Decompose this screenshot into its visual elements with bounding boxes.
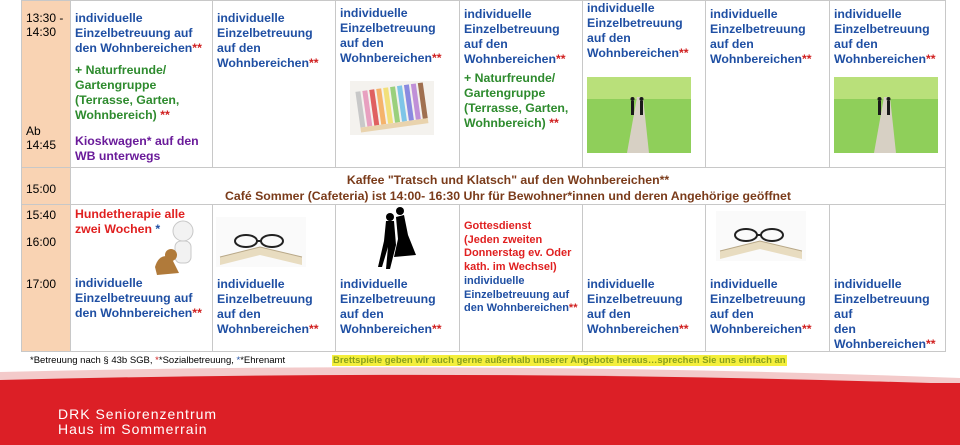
activity-text: individuelle Einzelbetreuung auf den Wohnbereichen** [217, 277, 319, 336]
time-1540: 15:40 [26, 208, 57, 222]
activity-text: individuelle Einzelbetreuung auf den Wohnbereichen** [710, 277, 812, 336]
brand-line1: DRK Seniorenzentrum [58, 406, 218, 422]
time-end: 14:30 [26, 25, 57, 39]
wednesday-evening-cell [336, 205, 460, 352]
board-games-note: Brettspiele geben wir auch gerne außerhalb unserer Angebote heraus…sprechen Sie uns einfach an [333, 355, 786, 366]
coffee-band-text: Kaffee "Tratsch und Klatsch" auf den Wohnbereichen** Café Sommer (Cafeteria) ist 14:00- 16:30 Uhr für Bewohner*innen und deren Angehörige geöffnet [225, 173, 791, 203]
naturfreunde-text: + Naturfreunde/ Gartengruppe (Terrasse, Garten, Wohnbereich) ** [75, 63, 180, 122]
time-1700: 17:00 [26, 277, 57, 291]
thursday-evening-cell [460, 205, 583, 352]
activity-text: individuelle Einzelbetreuung auf den Wohnbereichen** [834, 7, 936, 66]
gottesdienst-text: Gottesdienst (Jeden zweiten Donnerstag ev. Oder kath. im Wechsel) [464, 220, 572, 273]
activity-text: individuelle Einzelbetreuung auf den Wohnbereichen** [75, 276, 202, 320]
kioskwagen-text: Kioskwagen* auf den WB unterwegs [75, 134, 199, 163]
brand-line2: Haus im Sommerrain [58, 421, 208, 437]
weekly-schedule-table [21, 0, 946, 352]
saturday-evening-cell [706, 205, 830, 352]
reading-glasses-book-image [716, 211, 806, 261]
wednesday-afternoon-cell [336, 1, 460, 168]
footnote: *Betreuung nach § 43b SGB, **Sozialbetreuung, **Ehrenamt [30, 355, 286, 366]
walking-path-image [587, 77, 691, 153]
time-cell-block3 [22, 205, 71, 352]
monday-evening-cell [71, 205, 213, 352]
colored-pencils-image [350, 81, 434, 135]
dog-therapy-image [149, 217, 205, 279]
reading-glasses-book-image [216, 217, 306, 267]
activity-text: individuelle Einzelbetreuung auf den Wohnbereichen** [75, 11, 202, 55]
saturday-afternoon-cell [706, 1, 830, 168]
sunday-evening-cell [830, 205, 946, 352]
activity-text: individuelle Einzelbetreuung auf den Wohnbereichen** [464, 275, 578, 314]
activity-text: individuelle Einzelbetreuung auf den Wohnbereichen** [464, 7, 566, 66]
activity-text: individuelle Einzelbetreuung auf den Wohnbereichen** [340, 6, 442, 65]
tuesday-evening-cell [213, 205, 336, 352]
time-1600: 16:00 [26, 235, 57, 249]
walking-path-image [834, 77, 938, 153]
time-cell-1500 [22, 168, 71, 205]
dog-therapy-text: Hundetherapie alle zwei Wochen * [75, 207, 186, 236]
tuesday-afternoon-cell [213, 1, 336, 168]
friday-evening-cell [583, 205, 706, 352]
time-ab-label: Ab [26, 124, 41, 138]
activity-text: individuelle Einzelbetreuung auf den Wohnbereichen** [834, 277, 936, 351]
thursday-afternoon-cell [460, 1, 583, 168]
friday-afternoon-cell [583, 1, 706, 168]
activity-text: individuelle Einzelbetreuung auf den Wohnbereichen** [710, 7, 812, 66]
footer-brand-bar [0, 383, 960, 445]
sunday-afternoon-cell [830, 1, 946, 168]
activity-text: individuelle Einzelbetreuung auf den Wohnbereichen** [217, 11, 319, 70]
coffee-band [71, 168, 946, 205]
monday-afternoon-cell [71, 1, 213, 168]
naturfreunde-text: + Naturfreunde/ Gartengruppe (Terrasse, Garten, Wohnbereich) ** [464, 71, 569, 130]
activity-text: individuelle Einzelbetreuung auf den Wohnbereichen** [587, 1, 689, 60]
time-cell-block1 [22, 1, 71, 168]
activity-text: individuelle Einzelbetreuung auf den Wohnbereichen** [587, 277, 689, 336]
time-1500: 15:00 [26, 182, 57, 196]
activity-text: individuelle Einzelbetreuung auf den Wohnbereichen** [340, 277, 442, 336]
time-start: 13:30 - [26, 11, 64, 25]
dancing-couple-silhouette-image [370, 205, 420, 275]
time-ab: 14:45 [26, 138, 57, 152]
